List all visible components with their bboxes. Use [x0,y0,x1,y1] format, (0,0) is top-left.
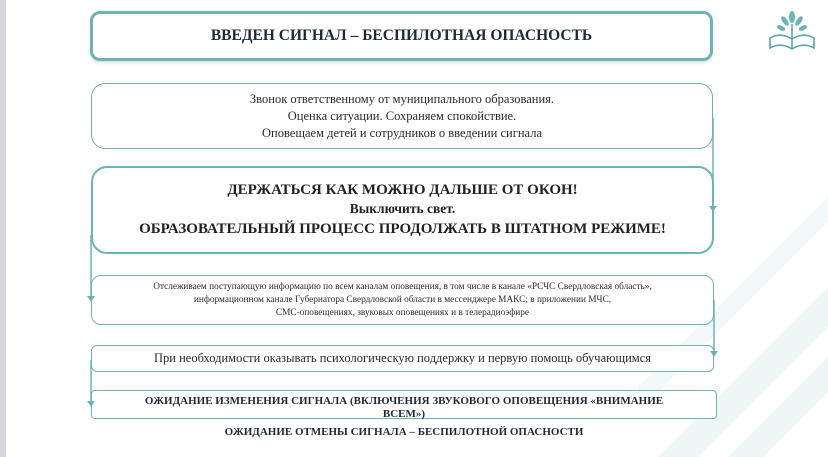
step-4-box [91,345,714,372]
step-5-line-1: ОЖИДАНИЕ ИЗМЕНЕНИЯ СИГНАЛА (ВКЛЮЧЕНИЯ ЗВУКОВОГО ОПОВЕЩЕНИЯ «ВНИМАНИЕ [144,394,664,407]
step-1-line-3: Оповещаем детей и сотрудников о введении сигнала [262,125,542,140]
signal-title: ВВЕДЕН СИГНАЛ – БЕСПИЛОТНАЯ ОПАСНОСТЬ [210,27,593,44]
step-2-line-3: ОБРАЗОВАТЕЛЬНЫЙ ПРОЦЕСС ПРОДОЛЖАТЬ В ШТАТНОМ РЕЖИМЕ! [139,221,666,237]
step-5-line-2: ВСЕМ») [382,407,426,420]
step-2-line-2: Выключить свет. [349,201,456,216]
step-3-line-1: Отслеживаем поступающую информацию по всем каналам оповещения, в том числе в канале «РСЧС Свердловская область», [153,281,652,292]
final-waiting-text: ОЖИДАНИЕ ОТМЕНЫ СИГНАЛА – БЕСПИЛОТНОЙ ОПАСНОСТИ [224,426,584,438]
step-2-line-1: ДЕРЖАТЬСЯ КАК МОЖНО ДАЛЬШЕ ОТ ОКОН! [227,182,578,198]
step-3-line-3: СМС-оповещениях, звуковых оповещениях и в телерадиоэфире [275,307,530,318]
signal-title-box [90,11,713,61]
step-3-box [91,275,714,325]
step-1-line-2: Оценка ситуации. Сохраняем спокойствие. [287,108,517,123]
step-3-line-2: информационном канале Губернатора Свердловской области в мессенджере МАКС; в приложении МЧС, [193,294,612,305]
step-4-line-1: При необходимости оказывать психологическую поддержку и первую помощь обучающимся [153,351,652,365]
left-edge-bar [0,0,6,457]
book-tree-logo-icon [764,8,820,52]
step-1-box [91,83,713,149]
step-5-box [91,390,717,419]
step-2-box [91,166,714,254]
step-1-line-1: Звонок ответственному от муниципального образования. [249,91,555,106]
